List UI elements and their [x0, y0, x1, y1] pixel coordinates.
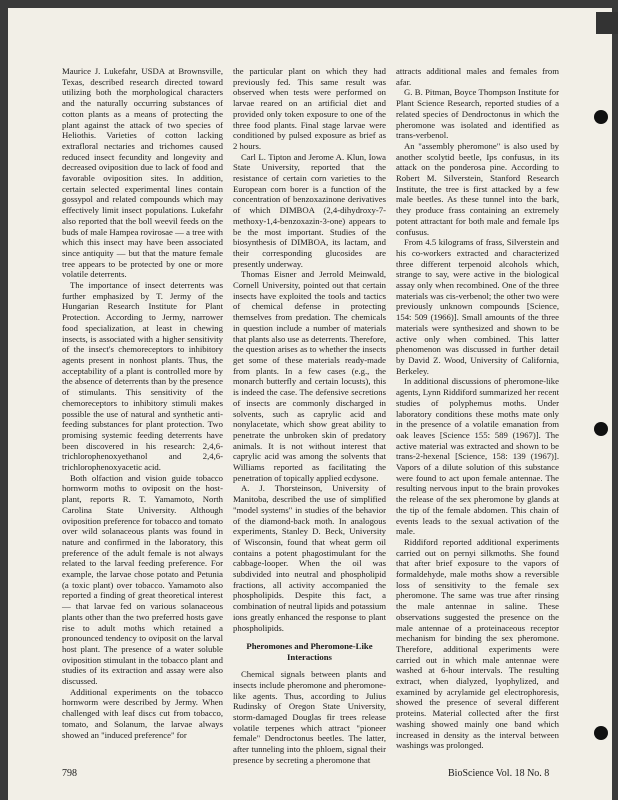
- paragraph: attracts additional males and females from afar.: [396, 66, 559, 87]
- text-column-3: [396, 66, 559, 751]
- paragraph: the particular plant on which they had previously fed. This same result was observed when tests were performed on larvae reared on an artificial diet and provided only token exposure to one of the three food plants. Final stage larvae were conditioned by pulsed exposure as brief as 2 hours.: [233, 66, 386, 151]
- paragraph: Chemical signals between plants and insects include pheromone and pheromone-like agents. Thus, according to Julius Rudinsky of Oregon State University, storm-damaged Douglas fir trees release volatile terpenes which attract "pioneer female" Dendroctonus beetles. The latter, after tunneling into the phloem, signal their presence by secreting a pheromone that: [233, 669, 386, 765]
- text-column-2: [233, 66, 386, 766]
- paragraph: From 4.5 kilograms of frass, Silverstein and his co-workers extracted and characterized three different terpenoid alcohols which, strange to say, were active in the biological assay only when recombined. One of the three materials was cis-verbenol; the other two were previously unknown compounds [Science, 154: 509 (1966)]. Small amounts of the three materials were synthesized and shown to be active only when combined. This latter phenomenon was discussed in further detail by David Z. Wood, University of California, Berkeley.: [396, 237, 559, 376]
- paragraph: Both olfaction and vision guide tobacco hornworm moths to oviposit on the host-plant, reports R. T. Yamamoto, North Carolina State University. Although oviposition preference for tobacco and tomato over wild solanaceous plants was found in nature and confirmed in the laboratory, this preference of the adult female is not always related to the larval feeding preference. For example, the larvae chose potato and Petunia (a toxic plant) over tobacco. Yamamoto also reported a finding of great theoretical interest — that larvae fed on various solanaceous plants other than the two preferred hosts gave rise to adult moths which retained a pronounced tendency to oviposit on the larval host plant. The presence of a water soluble oviposition stimulant in the tobacco plant and studies of its extraction and assay were also discussed.: [62, 472, 223, 687]
- corner-tab: [596, 12, 618, 34]
- scan-border-top: [0, 0, 618, 8]
- binder-hole-middle: [594, 422, 608, 436]
- scan-border-left: [0, 0, 8, 800]
- paragraph: In additional discussions of pheromone-like agents, Lynn Riddiford summarized her recent studies of polyphemus moths. Under laboratory conditions these moths mate only in the presence of a volatile emanation from oak leaves [Science 155: 589 (1967)]. The active material was extracted and shown to be trans-2-hexenal [Science, 158: 139 (1967)]. Vapors of a dilute solution of this substance were found to act upon female antennae. The resulting nervous input to the brain provokes the release of the sex pheromone by glands at the tip of the female abdomen. This chain of events leads to the sexual activation of the male.: [396, 376, 559, 537]
- paragraph: Additional experiments on the tobacco hornworm were described by Jermy. When challenged with leaf discs cut from tobacco, tomato, and Solanum, the larvae always showed an "induced preference" for: [62, 686, 223, 740]
- text-column-1: [62, 66, 223, 740]
- binder-hole-top: [594, 110, 608, 124]
- section-heading: Pheromones and Pheromone-Like Interactions: [246, 641, 373, 663]
- scan-border-right: [612, 0, 618, 800]
- journal-citation: BioScience Vol. 18 No. 8: [448, 768, 550, 779]
- paragraph: G. B. Pitman, Boyce Thompson Institute for Plant Science Research, reported studies of a related species of Dendroctonus in which the pheromone was isolated and identified as trans-verbenol.: [396, 87, 559, 141]
- paragraph: Thomas Eisner and Jerrold Meinwald, Cornell University, pointed out that certain insects have exploited the tools and tactics of chemical defense in protecting themselves from predation. The chemicals in question include a number of materials that plants also use as deterrents. Therefore, the question arises as to whether the insects get some of these materials ready-made from plants. In a few cases (e.g., the monarch butterfly and certain locusts), this is indeed the case. The defensive secretions of insects are commonly discharged in solvents, such as caprylic acid and nonylacetate, which show great ability to penetrate the unbroken skin of predatory animals. It is not without interest that caprylic acid was among the solvents that Williams reported as facilitating the penetration of topically applied ecdysone.: [233, 269, 386, 483]
- paragraph: Carl L. Tipton and Jerome A. Klun, Iowa State University, reported that the resistance of certain corn varieties to the European corn borer is a function of the concentration of benzoxazinone derivatives of which DIMBOA (2,4-dihydroxy-7-methoxy-1,4-benzoxazin-3-one) appears to be the most important. Studies of the biosynthesis of DIMBOA, its lactam, and their corresponding glucosides are presently underway.: [233, 151, 386, 269]
- paragraph: An "assembly pheromone" is also used by another scolytid beetle, Ips confusus, in its attack on the ponderosa pine. According to Robert M. Silverstein, Stanford Research Institute, the tree is first attacked by a few male beetles. As these tunnel into the bark, they produce frass containing an extremely potent attractant for both male and female Ips confusus.: [396, 140, 559, 237]
- page-number: 798: [62, 768, 77, 779]
- binder-hole-bottom: [594, 726, 608, 740]
- paragraph: Riddiford reported additional experiments carried out on pernyi silkmoths. She found that after brief exposure to the vapors of formaldehyde, male moths show a reversible loss of sensitivity to the female sex pheromone. The same was true after rinsing the male antennae in saline. These observations suggested the presence on the male antennae of a proteinaceous receptor mechanism for binding the sex pheromone. Therefore, additional experiments were carried out in which male antennae were washed at 6-hour intervals. The resulting extract, when dialyzed, lyophylized, and examined by acrylamide gel electrophoresis, showed the presence of several different proteins. Material collected after the first washing showed mainly one band which increased in density as the interval between washings was prolonged.: [396, 536, 559, 751]
- paragraph: Maurice J. Lukefahr, USDA at Brownsville, Texas, described research directed toward utilizing both the morphological characters and the naturally occurring substances of cotton plants as a means of protecting the plant against the attack of two species of Heliothis. Varieties of cotton lacking extrafloral nectaries and trichomes caused reduced insect fecundity and longevity and decreased oviposition due to lack of food and favorable oviposition sites. In addition, certain selected experimental lines contain gossypol and related compounds which may effectively limit insect populations. Lukefahr also reported that the boll weevil feeds on the buds of male Hampea rovirosae — a tree with which this insect may have been associated since antiquity — but that the mature female tree appears to be protected by one or more volatile deterrents.: [62, 66, 223, 280]
- paragraph: A. J. Thorsteinson, University of Manitoba, described the use of simplified "model systems" in studies of the behavior of the diamond-back moth. In analogous experiments, Stanley D. Beck, University of Wisconsin, found that wheat germ oil contains a potent phagostimulant for the cabbage-looper. When the oil was subdivided into neutral and phospholipid fractions, all activity accompanied the phospholipids. Despite this fact, a combination of neutral lipids and potassium ions greatly enhanced the response to plant phospholipids.: [233, 483, 386, 633]
- paragraph: The importance of insect deterrents was further emphasized by T. Jermy of the Hungarian Research Institute for Plant Protection. According to Jermy, narrower food specialization, at least in chewing insects, is associated with a higher sensitivity of the insect's chemoreceptors to inhibitory agents present in nonhost plants. Thus, the acceptability of a plant is controlled more by the absence of deterrents than by the presence of stimulants. This sensitivity of the chemoreceptors to inhibitory stimuli makes possible the use of natural and synthetic anti-feeding substances for plant protection. Two promising systemic feeding deterrents have been discovered in his research: 2,4,6-trichlorophenoxyethanol and 2,4,6-trichlorophenoxyacetic acid.: [62, 280, 223, 473]
